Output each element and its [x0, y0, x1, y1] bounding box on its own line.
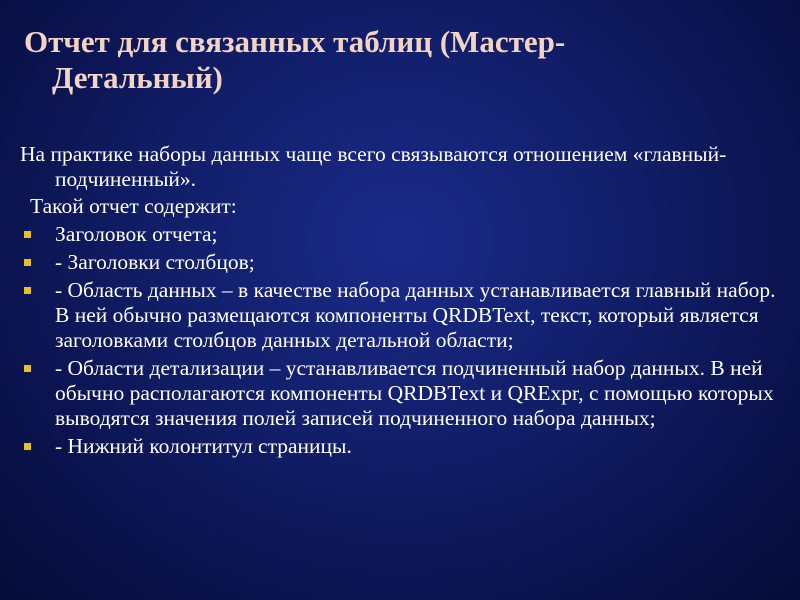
square-bullet-icon: [24, 443, 31, 450]
bullet-item: [20, 278, 785, 353]
bullet-item: [20, 222, 785, 247]
square-bullet-icon: [24, 365, 31, 372]
square-bullet-icon: [24, 259, 31, 266]
bullet-text: - Нижний колонтитул страницы.: [55, 434, 352, 458]
square-bullet-icon: [24, 287, 31, 294]
bullet-item: [20, 356, 785, 431]
slide-body: [20, 142, 785, 462]
slide-title: [24, 24, 764, 96]
bullet-text: Заголовок отчета;: [55, 222, 218, 246]
bullet-text: - Область данных – в качестве набора данных устанавливается главный набор. В ней обычно размещаются компоненты QRDBText, текст, который является заголовками столбцов данных детальной области;: [55, 278, 776, 352]
bullet-list: [20, 222, 785, 459]
square-bullet-icon: [24, 231, 31, 238]
slide-title-line-1: Отчет для связанных таблиц (Мастер-: [24, 24, 566, 59]
intro-paragraph: На практике наборы данных чаще всего связываются отношением «главный-подчиненный».: [20, 142, 727, 191]
bullet-item: [20, 434, 785, 459]
slide-title-line-2: Детальный): [52, 60, 223, 95]
bullet-text: - Заголовки столбцов;: [55, 250, 255, 274]
bullet-text: - Области детализации – устанавливается подчиненный набор данных. В ней обычно располагаются компоненты QRDBText и QRExpr, с помощью которых выводятся значения полей записей подчиненного набора данных;: [55, 356, 774, 430]
intro-subheading: Такой отчет содержит:: [30, 194, 237, 218]
bullet-item: [20, 250, 785, 275]
